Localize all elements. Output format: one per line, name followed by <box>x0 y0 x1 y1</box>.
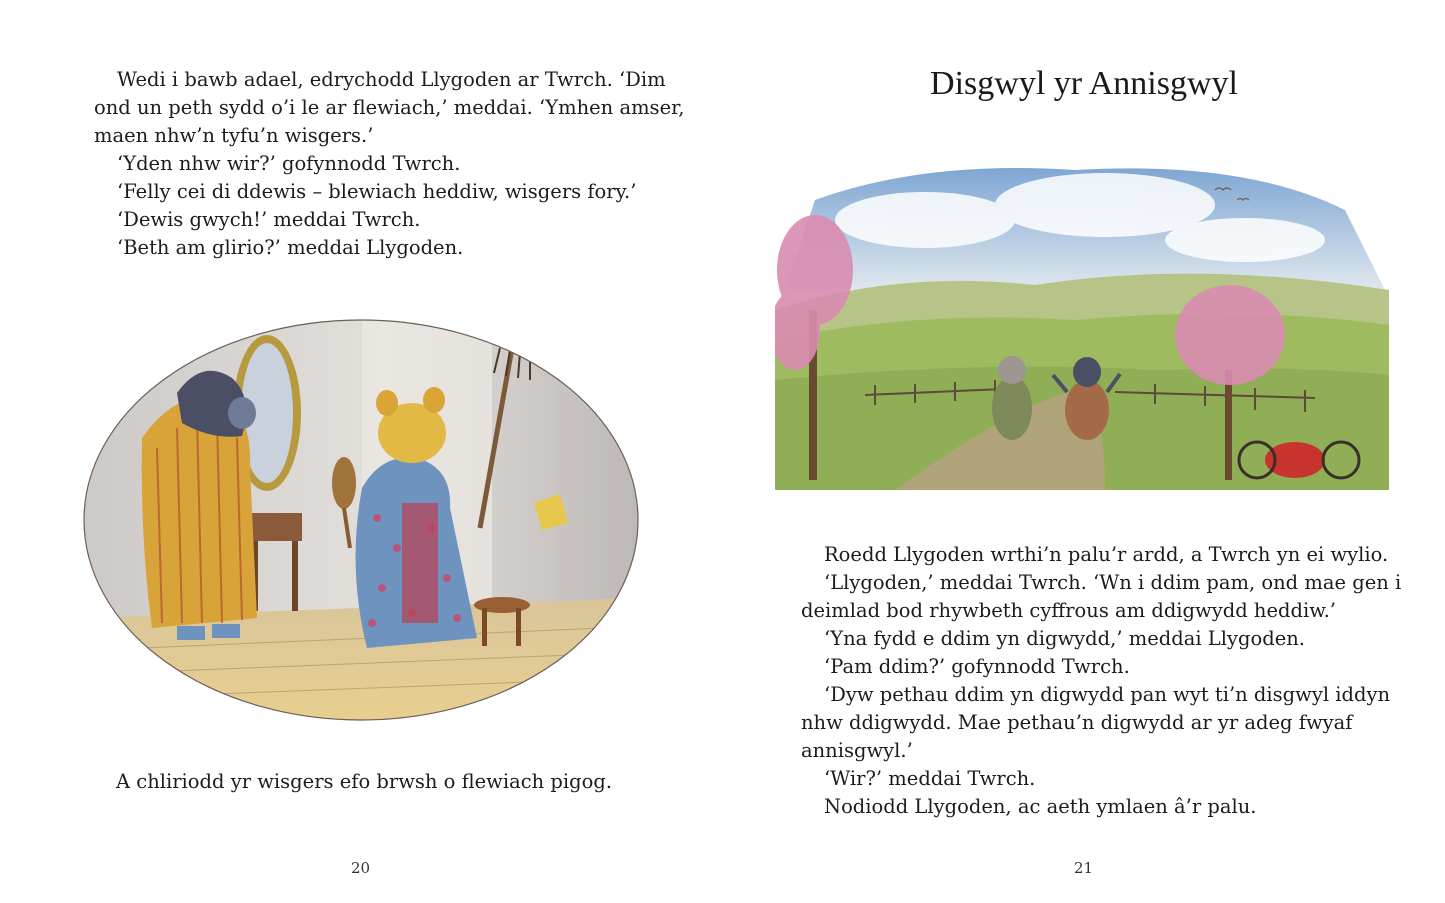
countryside-landscape-illustration-icon <box>775 160 1389 500</box>
illustration-caption <box>116 768 612 796</box>
text-line: Nodiodd Llygoden, ac aeth ymlaen â’r palu. <box>824 795 1257 818</box>
text-line: ‘Felly cei di ddewis – blewiach heddiw, wisgers fory.’ <box>117 180 637 203</box>
text-line: nhw ddigwydd. Mae pethau’n digwydd ar yr adeg fwyaf <box>801 711 1353 734</box>
text-line: ‘Dyw pethau ddim yn digwydd pan wyt ti’n disgwyl iddyn <box>824 683 1391 706</box>
text-line: ‘Beth am glirio?’ meddai Llygoden. <box>117 236 464 259</box>
text-line: maen nhw’n tyfu’n wisgers.’ <box>94 124 374 147</box>
text-line: ond un peth sydd o’i le ar flewiach,’ meddai. ‘Ymhen amser, <box>94 96 685 119</box>
chapter-body <box>801 541 1401 821</box>
text-line: ‘Dewis gwych!’ meddai Twrch. <box>117 208 421 231</box>
text-line: ‘Yna fydd e ddim yn digwydd,’ meddai Llygoden. <box>824 627 1305 650</box>
caption-text: A chliriodd yr wisgers efo brwsh o flewiach pigog. <box>116 770 613 793</box>
text-line: ‘Llygoden,’ meddai Twrch. ‘Wn i ddim pam, ond mae gen i <box>824 571 1402 594</box>
right-page <box>723 0 1445 903</box>
text-line: ‘Wir?’ meddai Twrch. <box>824 767 1036 790</box>
text-line: Wedi i bawb adael, edrychodd Llygoden ar Twrch. ‘Dim <box>117 68 666 91</box>
page-number-right: 21 <box>1074 859 1094 877</box>
text-line: ‘Yden nhw wir?’ gofynnodd Twrch. <box>117 152 461 175</box>
oval-interior-illustration-icon <box>82 318 640 722</box>
text-line: annisgwyl.’ <box>801 739 913 762</box>
left-page <box>0 0 722 903</box>
paragraph-opening <box>94 66 684 262</box>
chapter-title: Disgwyl yr Annisgwyl <box>930 65 1238 102</box>
text-line: Roedd Llygoden wrthi’n palu’r ardd, a Twrch yn ei wylio. <box>824 543 1389 566</box>
text-line: deimlad bod rhywbeth cyffrous am ddigwydd heddiw.’ <box>801 599 1336 622</box>
text-line: ‘Pam ddim?’ gofynnodd Twrch. <box>824 655 1130 678</box>
page-number-left: 20 <box>351 859 371 877</box>
